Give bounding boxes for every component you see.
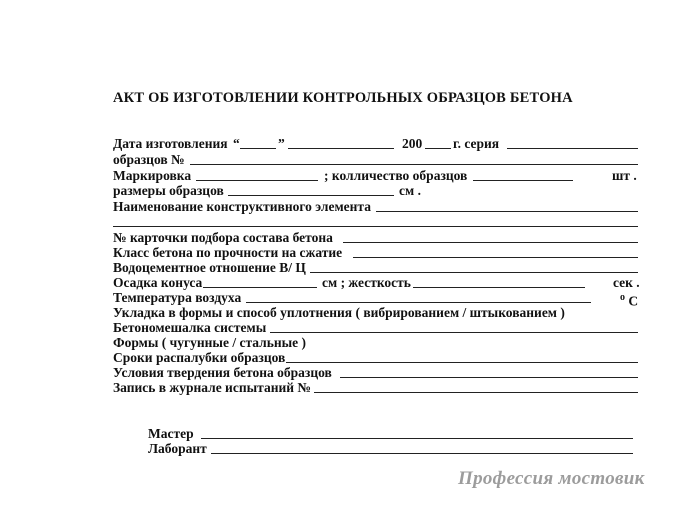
watermark: Профессия мостовик <box>458 468 645 489</box>
date-month-field[interactable] <box>288 148 394 149</box>
sizes-field[interactable] <box>228 195 394 196</box>
page-title: АКТ ОБ ИЗГОТОВЛЕНИИ КОНТРОЛЬНЫХ ОБРАЗЦОВ БЕТОНА <box>113 90 573 106</box>
sec-unit: сек . <box>613 275 640 290</box>
journal-no-field[interactable] <box>314 392 638 393</box>
curing-label: Условия твердения бетона образцов <box>113 365 332 380</box>
element-name-field[interactable] <box>376 211 638 212</box>
master-field[interactable] <box>201 438 633 439</box>
slump-unit: см ; жесткость <box>322 275 411 290</box>
strength-class-label: Класс бетона по прочности на сжатие <box>113 245 343 260</box>
mix-card-label: № карточки подбора состава бетона <box>113 230 333 245</box>
curing-field[interactable] <box>340 377 638 378</box>
quantity-label: ; колличество образцов <box>324 168 468 183</box>
air-temp-label: Температура воздуха <box>113 290 242 305</box>
year-prefix: 200 <box>402 136 423 151</box>
element-name-label: Наименование конструктивного элемента <box>113 199 371 214</box>
series-label: г. серия <box>453 136 500 151</box>
element-name-extra-line[interactable] <box>113 226 638 227</box>
quote-close: ” <box>278 136 285 151</box>
master-label: Мастер <box>148 426 194 441</box>
sizes-label: размеры образцов <box>113 183 224 198</box>
stiffness-field[interactable] <box>413 287 585 288</box>
date-label: Дата изготовления <box>113 136 228 151</box>
samples-no-label: образцов № <box>113 152 185 167</box>
quote-open: “ <box>233 136 240 151</box>
slump-label: Осадка конуса <box>113 275 203 290</box>
mixer-label: Бетономешалка системы <box>113 320 267 335</box>
cm-unit: см . <box>399 183 421 198</box>
compaction-label: Укладка в формы и способ уплотнения ( вибрированием / штыкованием ) <box>113 305 565 320</box>
air-temp-field[interactable] <box>246 302 591 303</box>
slump-field[interactable] <box>203 287 317 288</box>
stripping-label: Сроки распалубки образцов <box>113 350 286 365</box>
lab-field[interactable] <box>211 453 633 454</box>
marking-label: Маркировка <box>113 168 192 183</box>
wc-ratio-field[interactable] <box>310 272 638 273</box>
forms-label: Формы ( чугунные / стальные ) <box>113 335 307 350</box>
stripping-field[interactable] <box>286 362 638 363</box>
date-year-field[interactable] <box>425 148 451 149</box>
celsius-unit: $^о$ С <box>620 292 639 309</box>
wc-ratio-label: Водоцементное отношение В/ Ц <box>113 260 306 275</box>
series-field[interactable] <box>507 148 638 149</box>
pcs-unit: шт . <box>612 168 637 183</box>
samples-no-field[interactable] <box>190 164 638 165</box>
mix-card-field[interactable] <box>343 242 638 243</box>
mixer-field[interactable] <box>270 332 638 333</box>
strength-class-field[interactable] <box>353 257 638 258</box>
marking-field[interactable] <box>196 180 318 181</box>
lab-label: Лаборант <box>148 441 207 456</box>
journal-label: Запись в журнале испытаний № <box>113 380 311 395</box>
date-day-field[interactable] <box>240 148 276 149</box>
quantity-field[interactable] <box>473 180 573 181</box>
